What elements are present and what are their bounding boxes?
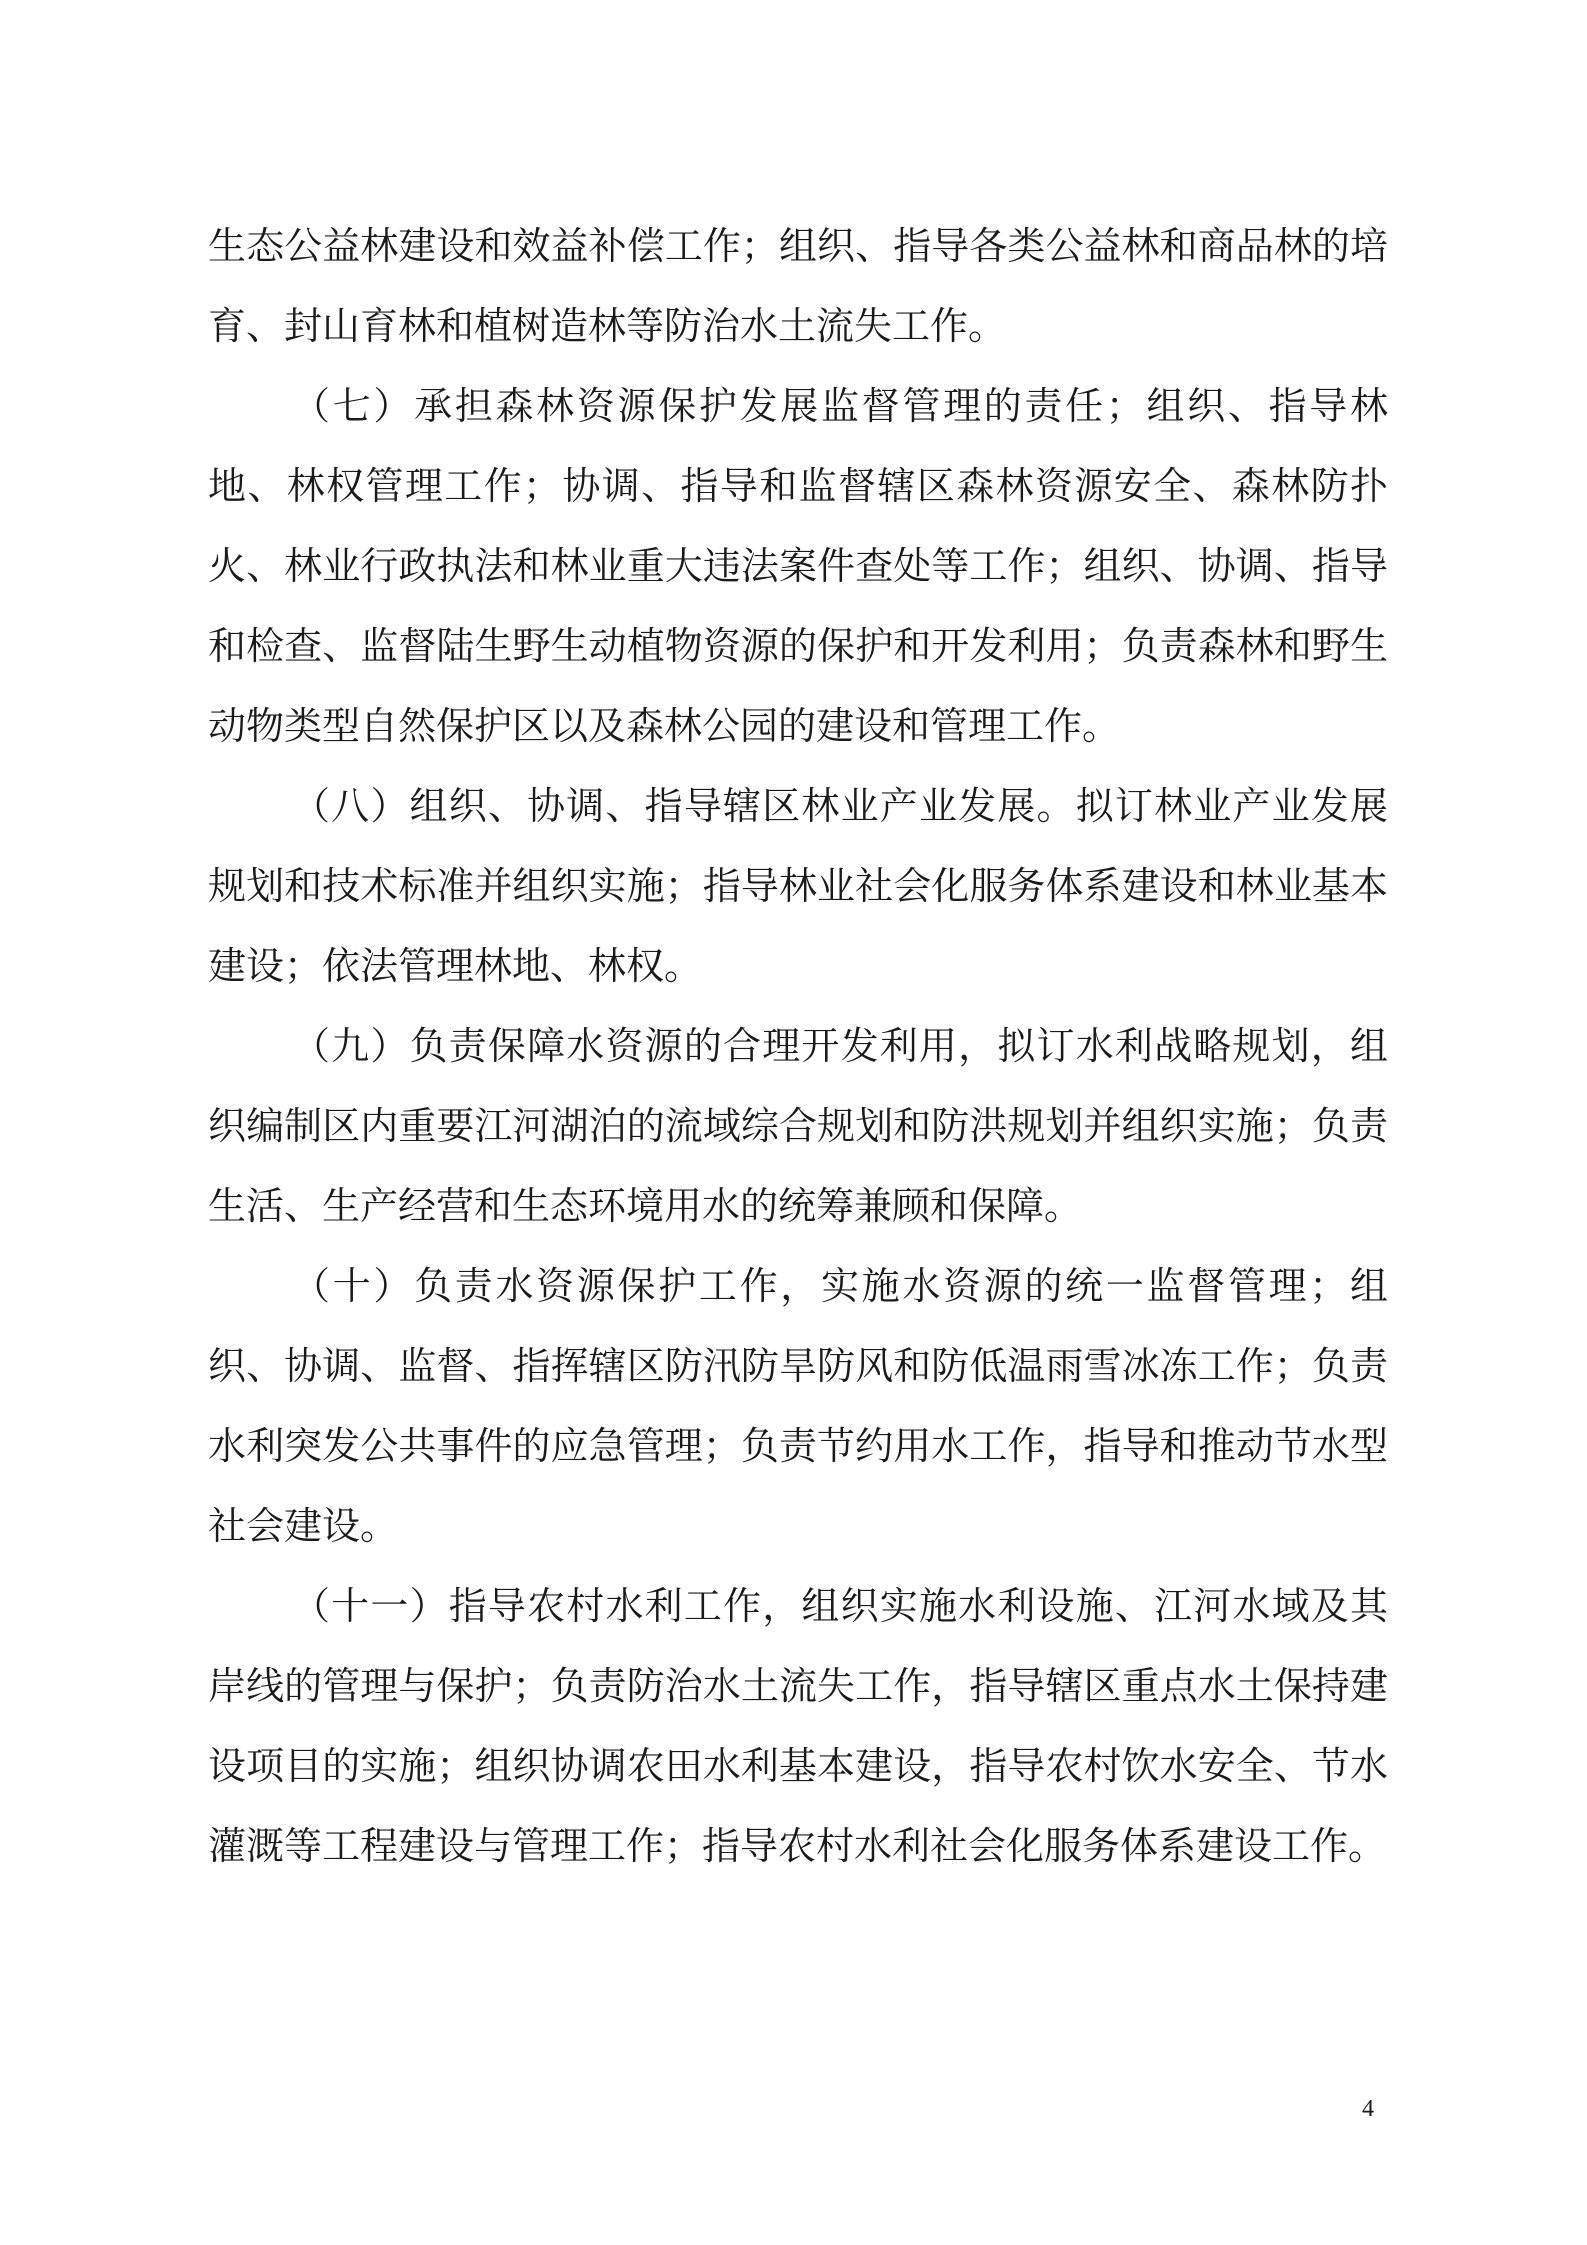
page-number: 4 xyxy=(1362,2096,1374,2122)
paragraph-item-8: （八）组织、协调、指导辖区林业产业发展。拟订林业产业发展规划和技术标准并组织实施；指导林业社会化服务体系建设和林业基本建设；依法管理林地、林权。 xyxy=(208,784,1388,988)
body-text xyxy=(208,206,1388,1886)
paragraph-item-9: （九）负责保障水资源的合理开发利用，拟订水利战略规划，组织编制区内重要江河湖泊的流域综合规划和防洪规划并组织实施；负责生活、生产经营和生态环境用水的统筹兼顾和保障。 xyxy=(208,1024,1388,1228)
paragraph-item-10: （十）负责水资源保护工作，实施水资源的统一监督管理；组织、协调、监督、指挥辖区防汛防旱防风和防低温雨雪冰冻工作；负责水利突发公共事件的应急管理；负责节约用水工作，指导和推动节水型社会建设。 xyxy=(208,1264,1388,1548)
paragraph-item-11: （十一）指导农村水利工作，组织实施水利设施、江河水域及其岸线的管理与保护；负责防治水土流失工作，指导辖区重点水土保持建设项目的实施；组织协调农田水利基本建设，指导农村饮水安全、节水灌溉等工程建设与管理工作；指导农村水利社会化服务体系建设工作。 xyxy=(208,1584,1388,1868)
paragraph-continuation: 生态公益林建设和效益补偿工作；组织、指导各类公益林和商品林的培育、封山育林和植树造林等防治水土流失工作。 xyxy=(208,224,1388,348)
paragraph-item-7: （七）承担森林资源保护发展监督管理的责任；组织、指导林地、林权管理工作；协调、指导和监督辖区森林资源安全、森林防扑火、林业行政执法和林业重大违法案件查处等工作；组织、协调、指导和检查、监督陆生野生动植物资源的保护和开发利用；负责森林和野生动物类型自然保护区以及森林公园的建设和管理工作。 xyxy=(208,384,1388,748)
